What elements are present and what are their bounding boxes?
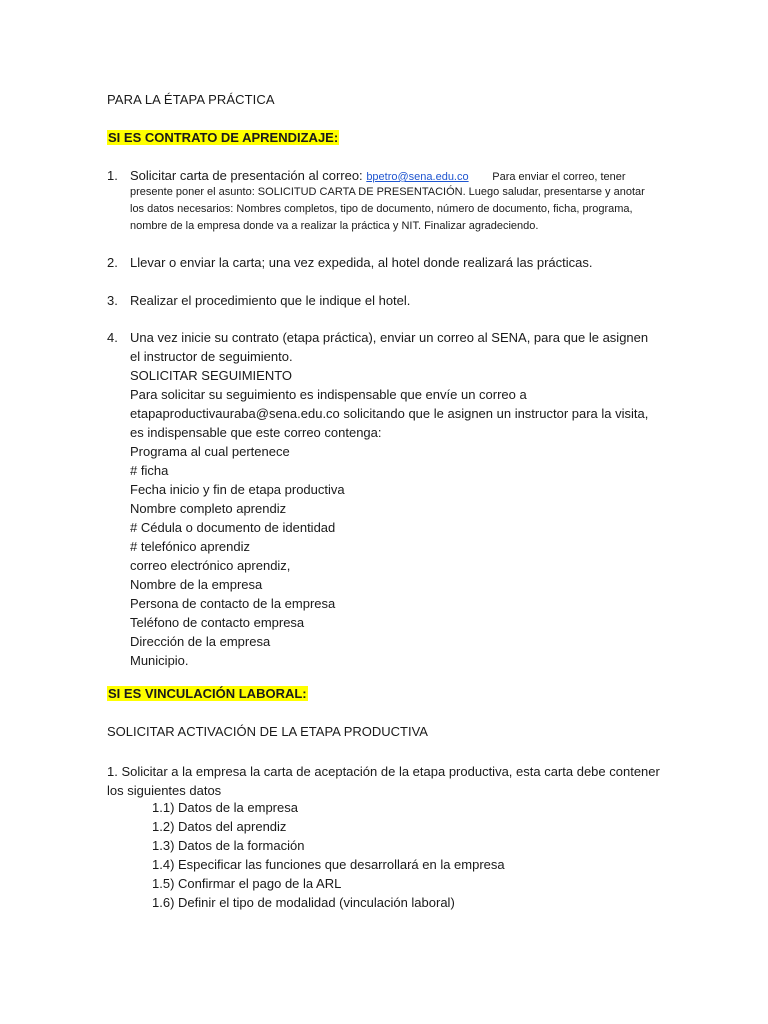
item-1-lead: Solicitar carta de presentación al correo: [130,168,363,183]
item-1-detail: presente poner el asunto: SOLICITUD CARTA DE PRESENTACIÓN. Luego saludar, presentarse y anotar los datos necesarios: Nombres completos, tipo de documento, número de documento, ficha, programa, nombre de la empresa donde va a realizar la práctica y NIT. Finalizar agradeciendo. [130,186,645,232]
field-item: # telefónico aprendiz [130,539,250,554]
item-4-text: Una vez inicie su contrato (etapa práctica), enviar un correo al SENA, para que le asignen el instructor de seguimiento. [130,330,649,364]
seguimiento-intro: Para solicitar su seguimiento es indispensable que envíe un correo a etapaproductivauraba@sena.edu.co solicitando que le asignen un instructor para la visita, es indispensable que este correo contenga: [130,387,649,440]
section2-subitems [152,798,505,912]
field-item: Programa al cual pertenece [130,444,290,459]
field-item: Persona de contacto de la empresa [130,596,336,611]
section2-paragraph: 1. Solicitar a la empresa la carta de aceptación de la etapa productiva, esta carta debe contener los siguientes datos [107,764,660,798]
field-item: Nombre completo aprendiz [130,501,287,516]
field-item: Dirección de la empresa [130,634,271,649]
item-3-text: Realizar el procedimiento que le indique el hotel. [130,293,411,308]
item-1-note: Para enviar el correo, tener [492,171,626,183]
item-2-text: Llevar o enviar la carta; una vez expedida, al hotel donde realizará las prácticas. [130,255,593,270]
item-number: 2. [107,255,118,270]
section-heading-vinculacion: SI ES VINCULACIÓN LABORAL: [108,686,307,701]
section-title-activacion: SOLICITAR ACTIVACIÓN DE LA ETAPA PRODUCTIVA [107,724,428,739]
subitem: 1.5) Confirmar el pago de la ARL [152,876,342,891]
subitem: 1.1) Datos de la empresa [152,800,298,815]
field-item: Fecha inicio y fin de etapa productiva [130,482,345,497]
field-item: Teléfono de contacto empresa [130,615,305,630]
document-title: PARA LA ÉTAPA PRÁCTICA [107,92,275,107]
item-number: 3. [107,293,118,308]
item-number: 1. [107,168,118,183]
subitem: 1.2) Datos del aprendiz [152,819,287,834]
section-heading-contrato: SI ES CONTRATO DE APRENDIZAJE: [108,130,339,145]
email-link[interactable]: bpetro@sena.edu.co [366,171,469,183]
seguimiento-heading: SOLICITAR SEGUIMIENTO [130,368,293,383]
field-item: # ficha [130,463,169,478]
seguimiento-block [130,366,670,670]
field-item: # Cédula o documento de identidad [130,520,336,535]
subitem: 1.3) Datos de la formación [152,838,305,853]
subitem: 1.4) Especificar las funciones que desarrollará en la empresa [152,857,505,872]
item-number: 4. [107,330,118,345]
field-item: Nombre de la empresa [130,577,263,592]
field-item: Municipio. [130,653,189,668]
field-item: correo electrónico aprendiz, [130,558,291,573]
subitem: 1.6) Definir el tipo de modalidad (vinculación laboral) [152,895,455,910]
